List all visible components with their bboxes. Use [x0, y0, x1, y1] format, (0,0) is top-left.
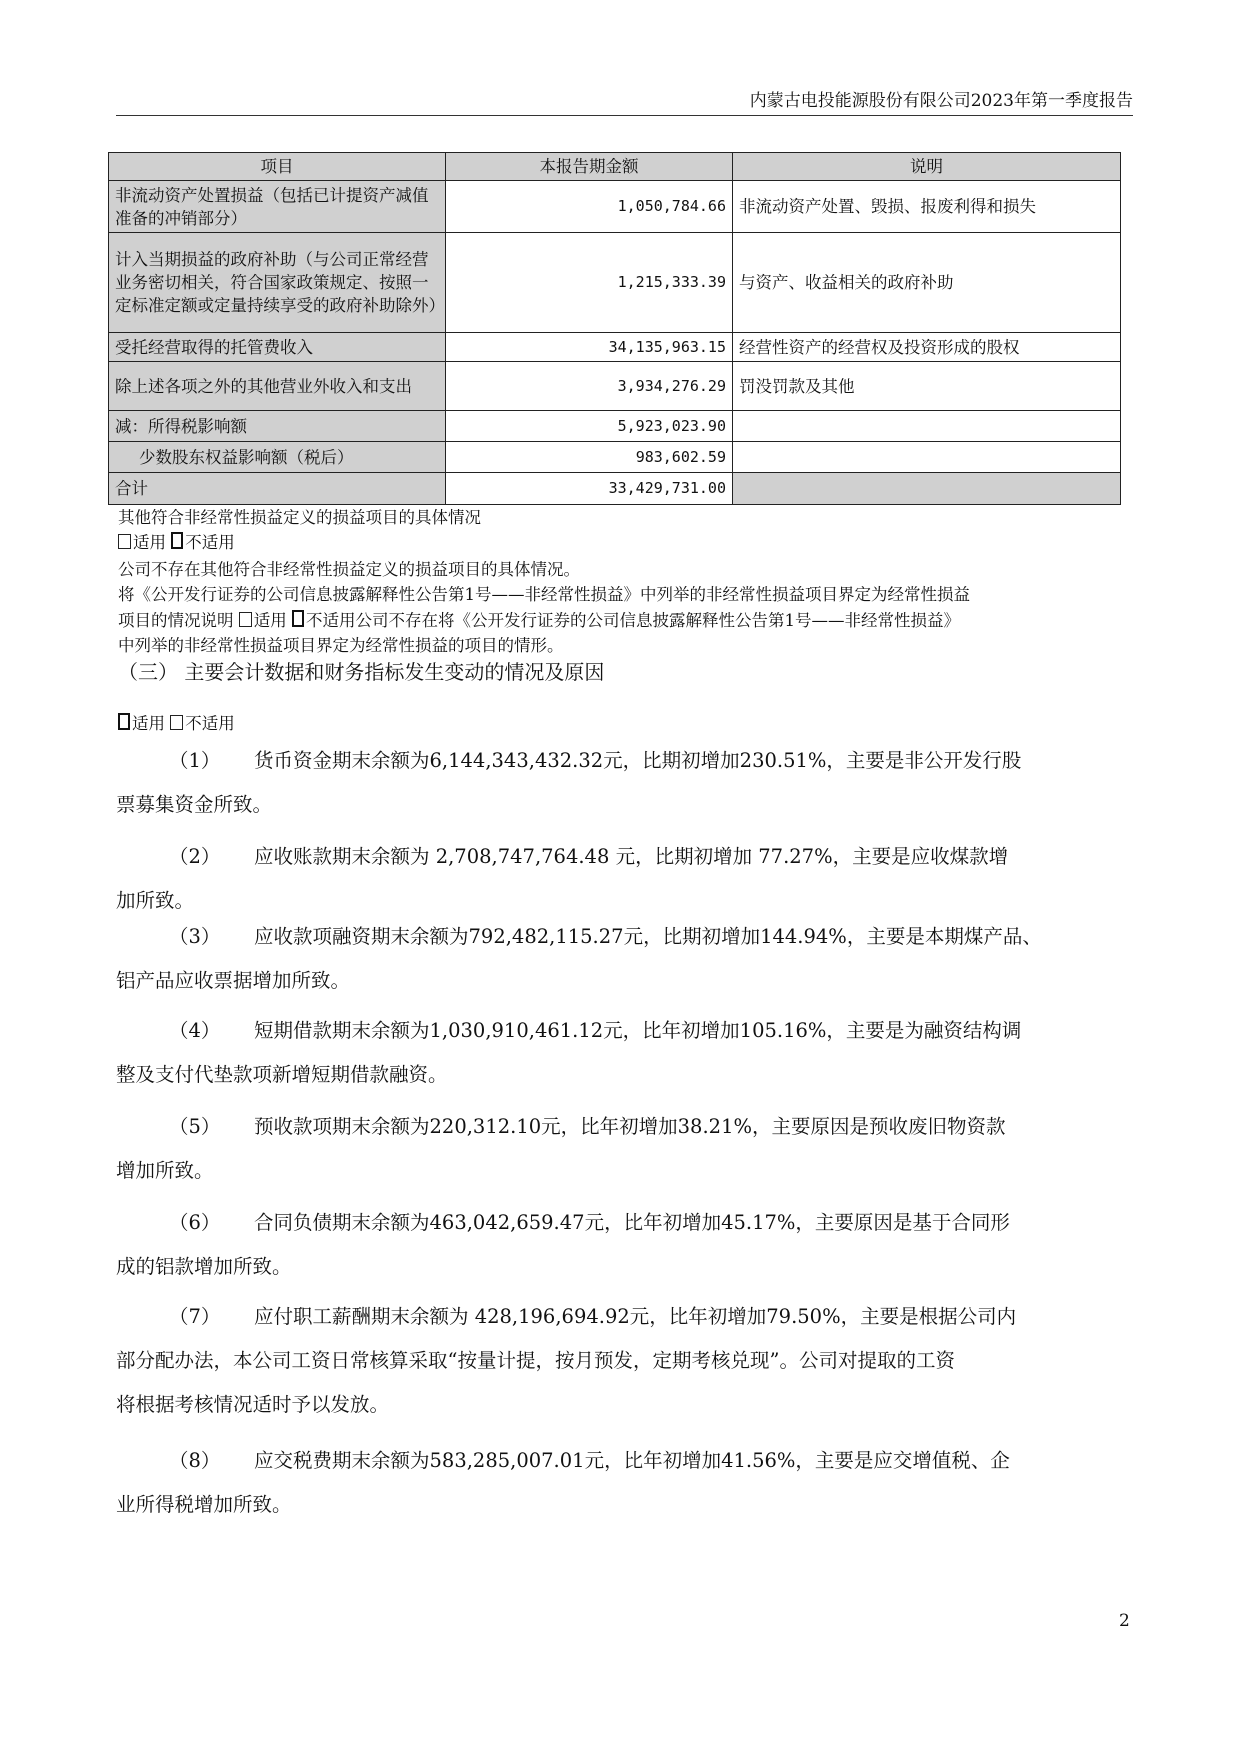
row-item: 除上述各项之外的其他营业外收入和支出 [109, 362, 446, 411]
row-item: 减：所得税影响额 [109, 411, 446, 442]
applicable-label: 适用 [253, 611, 287, 630]
row-item: 受托经营取得的托管费收入 [109, 333, 446, 362]
report-header-title: 内蒙古电投能源股份有限公司2023年第一季度报告 [749, 91, 1133, 111]
reclassification-line-3: 中列举的非经常性损益项目界定为经常性损益的项目的情形。 [118, 636, 564, 655]
paragraph-text: 应收账款期末余额为 2,708,747,764.48 元，比期初增加 77.27%，主要是应收煤款增 [254, 845, 1009, 868]
table-row [109, 411, 1121, 442]
row-note: 罚没罚款及其他 [733, 362, 1121, 411]
section-title: （三） 主要会计数据和财务指标发生变动的情况及原因 [118, 660, 605, 684]
paragraph-text: 应交税费期末余额为583,285,007.01元，比年初增加41.56%，主要是应交增值税、企 [254, 1449, 1010, 1472]
paragraph-text: 合同负债期末余额为463,042,659.47元，比年初增加45.17%，主要原因是基于合同形 [254, 1211, 1010, 1234]
paragraph-number: （7） [169, 1305, 221, 1328]
reclassification-line-2 [118, 607, 960, 631]
other-items-statement: 公司不存在其他符合非经常性损益定义的损益项目的具体情况。 [118, 560, 580, 579]
change-paragraph [116, 1201, 1126, 1289]
paragraph-number: （5） [169, 1115, 221, 1138]
row-amount: 34,135,963.15 [446, 333, 733, 362]
not-applicable-label: 不适用 [185, 714, 235, 733]
row-item: 合计 [109, 473, 446, 505]
change-paragraph [116, 739, 1126, 827]
row-note [733, 442, 1121, 473]
change-paragraph [116, 835, 1126, 923]
paragraph-number: （3） [169, 925, 221, 948]
change-paragraph [116, 1295, 1126, 1427]
applicable-label: 适用 [132, 714, 165, 733]
paragraph-line [116, 783, 1126, 827]
table-row [109, 333, 1121, 362]
checkbox-not-applicable[interactable] [292, 610, 304, 627]
row-note [733, 473, 1121, 505]
paragraph-line [116, 959, 1126, 1003]
paragraph-line [116, 1053, 1126, 1097]
change-paragraph [116, 1439, 1126, 1527]
paragraph-text: 预收款项期末余额为220,312.10元，比年初增加38.21%，主要原因是预收废旧物资款 [254, 1115, 1006, 1138]
column-header-note: 说明 [733, 153, 1121, 181]
not-applicable-label: 不适用 [185, 533, 235, 552]
paragraph-line [116, 1295, 1126, 1339]
applicable-label: 适用 [133, 533, 166, 552]
row-item: 计入当期损益的政府补助（与公司正常经营业务密切相关，符合国家政策规定、按照一定标准定额或定量持续享受的政府补助除外） [109, 233, 446, 333]
row-note: 与资产、收益相关的政府补助 [733, 233, 1121, 333]
paragraph-line [116, 739, 1126, 783]
paragraph-line [116, 1105, 1126, 1149]
row-amount: 1,050,784.66 [446, 181, 733, 233]
paragraph-line [116, 1009, 1126, 1053]
paragraph-text: 增加所致。 [116, 1159, 214, 1182]
table-total-row [109, 473, 1121, 505]
change-paragraph [116, 1105, 1126, 1193]
table-row [109, 362, 1121, 411]
paragraph-text: 将根据考核情况适时予以发放。 [116, 1393, 390, 1416]
change-paragraph [116, 915, 1126, 1003]
paragraph-number: （6） [169, 1211, 221, 1234]
paragraph-line [116, 1149, 1126, 1193]
row-amount: 983,602.59 [446, 442, 733, 473]
reclassification-suffix: 公司不存在将《公开发行证券的公司信息披露解释性公告第1号——非经常性损益》 [355, 611, 960, 630]
paragraph-line [116, 1483, 1126, 1527]
paragraph-text: 整及支付代垫款项新增短期借款融资。 [116, 1063, 448, 1086]
checkbox-not-applicable[interactable] [171, 532, 183, 549]
section-applicability-line [118, 710, 235, 734]
checkbox-not-applicable[interactable] [170, 715, 183, 730]
paragraph-line [116, 1383, 1126, 1427]
paragraph-text: 票募集资金所致。 [116, 793, 273, 816]
row-item: 非流动资产处置损益（包括已计提资产减值准备的冲销部分） [109, 181, 446, 233]
paragraph-number: （4） [169, 1019, 221, 1042]
paragraph-text: 业所得税增加所致。 [116, 1493, 292, 1516]
not-applicable-label: 不适用 [306, 611, 356, 630]
reclassification-prefix: 项目的情况说明 [118, 611, 234, 630]
row-amount: 3,934,276.29 [446, 362, 733, 411]
paragraph-text: 应收款项融资期末余额为792,482,115.27元，比期初增加144.94%，主要是本期煤产品、 [254, 925, 1042, 948]
paragraph-line [116, 1245, 1126, 1289]
paragraph-text: 短期借款期末余额为1,030,910,461.12元，比年初增加105.16%，主要是为融资结构调 [254, 1019, 1022, 1042]
row-amount: 1,215,333.39 [446, 233, 733, 333]
table-row [109, 442, 1121, 473]
row-note: 非流动资产处置、毁损、报废利得和损失 [733, 181, 1121, 233]
paragraph-text: 部分配办法，本公司工资日常核算采取“按量计提，按月预发，定期考核兑现”。公司对提取的工资 [116, 1349, 955, 1372]
paragraph-line [116, 1201, 1126, 1245]
paragraph-text: 成的铝款增加所致。 [116, 1255, 292, 1278]
checkbox-applicable[interactable] [118, 713, 130, 730]
column-header-amount: 本报告期金额 [446, 153, 733, 181]
paragraph-number: （8） [169, 1449, 221, 1472]
other-items-title: 其他符合非经常性损益定义的损益项目的具体情况 [118, 508, 481, 527]
table-header-row [109, 153, 1121, 181]
row-note: 经营性资产的经营权及投资形成的股权 [733, 333, 1121, 362]
table-row [109, 181, 1121, 233]
page-number: 2 [1119, 1611, 1130, 1631]
paragraph-line [116, 1439, 1126, 1483]
paragraph-text: 应付职工薪酬期末余额为 428,196,694.92元，比年初增加79.50%，主要是根据公司内 [254, 1305, 1017, 1328]
paragraph-text: 铝产品应收票据增加所致。 [116, 969, 351, 992]
paragraph-line [116, 915, 1126, 959]
paragraph-line [116, 835, 1126, 879]
applicability-line [118, 529, 235, 553]
row-note [733, 411, 1121, 442]
paragraph-text: 货币资金期末余额为6,144,343,432.32元，比期初增加230.51%，主要是非公开发行股 [254, 749, 1022, 772]
non-recurring-items-table [108, 152, 1121, 505]
reclassification-line-1: 将《公开发行证券的公司信息披露解释性公告第1号——非经常性损益》中列举的非经常性损益项目界定为经常性损益 [118, 585, 970, 604]
table-row [109, 233, 1121, 333]
checkbox-applicable[interactable] [239, 612, 252, 627]
row-amount: 5,923,023.90 [446, 411, 733, 442]
paragraph-number: （1） [169, 749, 221, 772]
paragraph-number: （2） [169, 845, 221, 868]
paragraph-text: 加所致。 [116, 889, 195, 912]
row-amount: 33,429,731.00 [446, 473, 733, 505]
paragraph-line [116, 1339, 1126, 1383]
header-divider [116, 115, 1133, 116]
row-item: 少数股东权益影响额（税后） [109, 442, 446, 473]
checkbox-applicable[interactable] [118, 534, 131, 549]
column-header-item: 项目 [109, 153, 446, 181]
change-paragraph [116, 1009, 1126, 1097]
